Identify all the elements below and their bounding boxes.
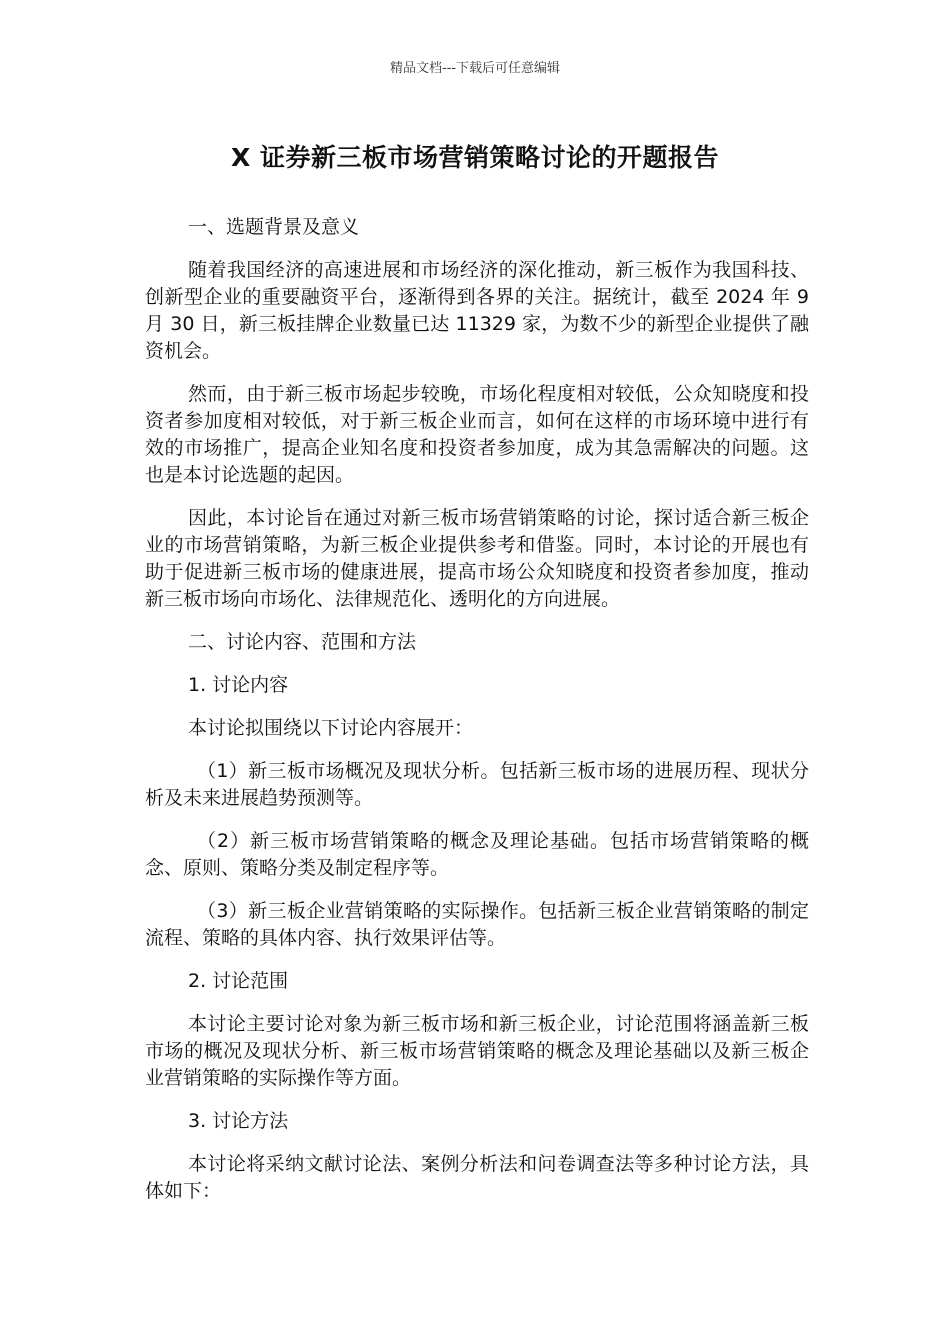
- paragraph-scope: 本讨论主要讨论对象为新三板市场和新三板企业，讨论范围将涵盖新三板市场的概况及现状分析、新三板市场营销策略的概念及理论基础以及新三板企业营销策略的实际操作等方面。: [145, 1013, 809, 1089]
- section-heading-content-scope-method: 二、讨论内容、范围和方法: [188, 631, 417, 653]
- list-item-content-1: （1）新三板市场概况及现状分析。包括新三板市场的进展历程、现状分析及未来进展趋势预测等。: [145, 760, 809, 809]
- subsection-heading-content: 1. 讨论内容: [188, 674, 289, 696]
- paragraph-content-intro: 本讨论拟围绕以下讨论内容展开：: [188, 717, 474, 739]
- list-item-content-3: （3）新三板企业营销策略的实际操作。包括新三板企业营销策略的制定流程、策略的具体内容、执行效果评估等。: [145, 900, 809, 949]
- paragraph-background-1: 随着我国经济的高速进展和市场经济的深化推动，新三板作为我国科技、创新型企业的重要融资平台，逐渐得到各界的关注。据统计，截至 2024 年 9 月 30 日，新三板挂牌企业数量已达 11329 家，为数不少的新型企业提供了融资机会。: [145, 259, 809, 362]
- section-heading-background: 一、选题背景及意义: [188, 216, 360, 238]
- paragraph-background-2: 然而，由于新三板市场起步较晚，市场化程度相对较低，公众知晓度和投资者参加度相对较低，对于新三板企业而言，如何在这样的市场环境中进行有效的市场推广，提高企业知名度和投资者参加度，成为其急需解决的问题。这也是本讨论选题的起因。: [145, 383, 809, 486]
- subsection-heading-scope: 2. 讨论范围: [188, 970, 289, 992]
- paragraph-background-3: 因此，本讨论旨在通过对新三板市场营销策略的讨论，探讨适合新三板企业的市场营销策略，为新三板企业提供参考和借鉴。同时，本讨论的开展也有助于促进新三板市场的健康进展，提高市场公众知晓度和投资者参加度，推动新三板市场向市场化、法律规范化、透明化的方向进展。: [145, 507, 809, 610]
- paragraph-method: 本讨论将采纳文献讨论法、案例分析法和问卷调查法等多种讨论方法，具体如下：: [145, 1153, 809, 1202]
- document-body: [145, 214, 809, 1221]
- document-title: X 证券新三板市场营销策略讨论的开题报告: [231, 143, 719, 172]
- page-header-note: 精品文档---下载后可任意编辑: [389, 61, 561, 76]
- subsection-heading-method: 3. 讨论方法: [188, 1110, 289, 1132]
- list-item-content-2: （2）新三板市场营销策略的概念及理论基础。包括市场营销策略的概念、原则、策略分类及制定程序等。: [145, 830, 809, 879]
